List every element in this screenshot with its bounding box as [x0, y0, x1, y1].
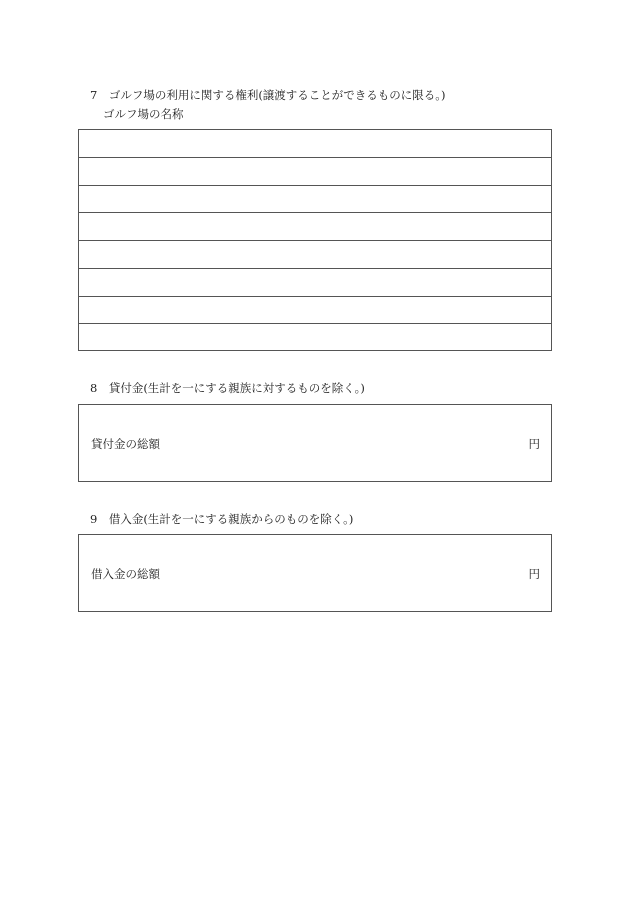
borrowings-box[interactable] [78, 534, 552, 612]
golf-course-row[interactable] [79, 324, 551, 352]
golf-course-row[interactable] [79, 297, 551, 325]
golf-course-row[interactable] [79, 186, 551, 214]
golf-course-row[interactable] [79, 213, 551, 241]
golf-course-table [78, 129, 552, 351]
section-7-heading: 7 ゴルフ場の利用に関する権利(譲渡することができるものに限る。) [90, 88, 446, 102]
golf-course-name-label: ゴルフ場の名称 [103, 107, 184, 121]
borrowings-unit: 円 [528, 567, 540, 581]
golf-course-row[interactable] [79, 269, 551, 297]
section-8-heading: 8 貸付金(生計を一にする親族に対するものを除く。) [90, 381, 365, 395]
loans-receivable-unit: 円 [528, 437, 540, 451]
loans-receivable-box[interactable] [78, 404, 552, 482]
golf-course-row[interactable] [79, 130, 551, 158]
section-9-heading: 9 借入金(生計を一にする親族からのものを除く。) [90, 512, 354, 526]
golf-course-row[interactable] [79, 241, 551, 269]
loans-receivable-label: 貸付金の総額 [91, 437, 160, 451]
golf-course-row[interactable] [79, 158, 551, 186]
borrowings-label: 借入金の総額 [91, 567, 160, 581]
